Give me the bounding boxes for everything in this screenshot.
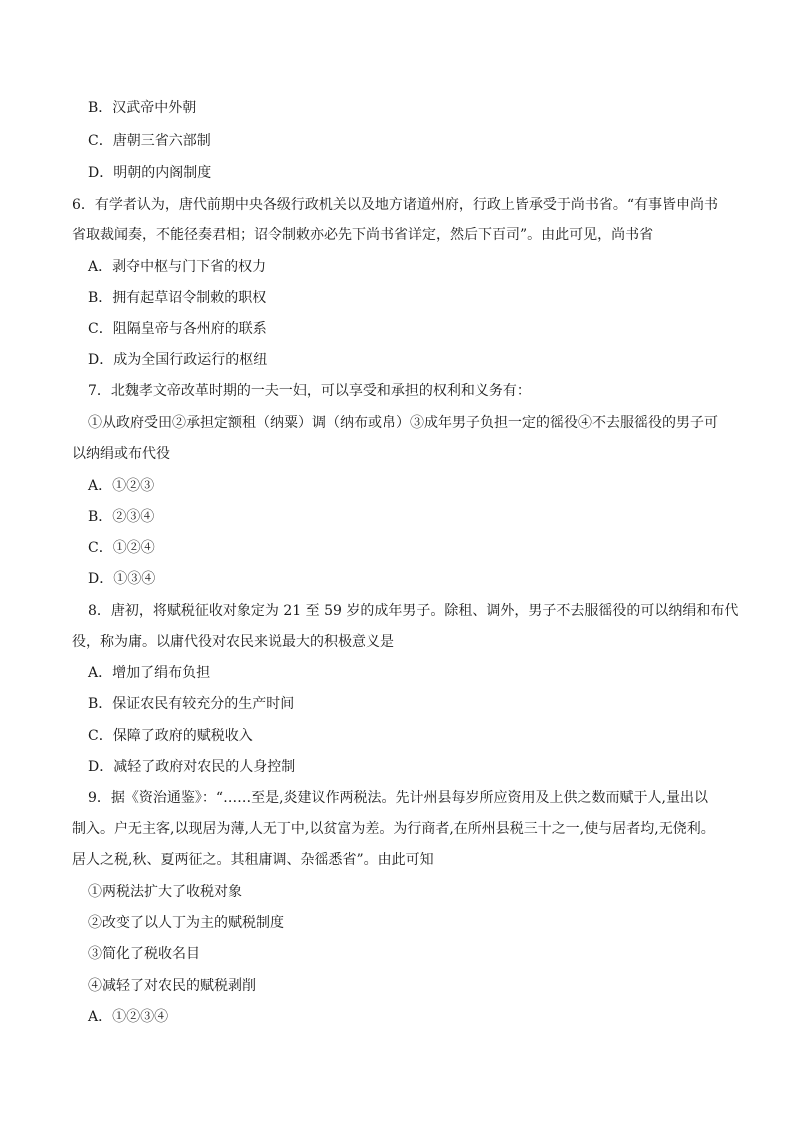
q8-stem-line-2: 役，称为庸。以庸代役对农民来说最大的积极意义是 bbox=[72, 634, 394, 650]
q8-stem-line-1: 8．唐初，将赋税征收对象定为 21 至 59 岁的成年男子。除租、调外，男子不去服徭役的可以纳绢和布代 bbox=[88, 603, 739, 619]
q6-stem-line-2: 省取裁闻奏，不能径奏君相；诏令制敕亦必先下尚书省详定，然后下百司”。由此可见，尚书省 bbox=[72, 227, 654, 243]
q7-option-b: B．②③④ bbox=[88, 509, 155, 525]
q7-option-a: A．①②③ bbox=[88, 478, 155, 494]
q9-item-3: ③简化了税收名目 bbox=[88, 946, 200, 962]
q7-option-d: D．①③④ bbox=[88, 571, 156, 587]
q9-stem-line-3: 居人之税,秋、夏两征之。其租庸调、杂徭悉省”。由此可知 bbox=[72, 852, 434, 868]
q8-option-c: C．保障了政府的赋税收入 bbox=[88, 728, 253, 744]
q5-option-d: D．明朝的内阁制度 bbox=[88, 165, 212, 181]
q7-items-line-2: 以纳绢或布代役 bbox=[72, 446, 170, 462]
q7-items-line-1: ①从政府受田②承担定额租（纳粟）调（纳布或帛）③成年男子负担一定的徭役④不去服徭役的男子可 bbox=[88, 415, 718, 431]
q9-option-a: A．①②③④ bbox=[88, 1009, 169, 1025]
q8-option-a: A．增加了绢布负担 bbox=[88, 665, 211, 681]
q9-item-1: ①两税法扩大了收税对象 bbox=[88, 884, 242, 900]
q7-stem: 7．北魏孝文帝改革时期的一夫一妇，可以享受和承担的权利和义务有： bbox=[88, 383, 531, 399]
q8-option-b: B．保证农民有较充分的生产时间 bbox=[88, 696, 295, 712]
q8-option-d: D．减轻了政府对农民的人身控制 bbox=[88, 759, 296, 775]
q6-option-d: D．成为全国行政运行的枢纽 bbox=[88, 352, 268, 368]
q9-item-4: ④减轻了对农民的赋税剥削 bbox=[88, 978, 256, 994]
q5-option-b: B．汉武帝中外朝 bbox=[88, 100, 197, 116]
q9-stem-line-2: 制入。户无主客,以现居为薄,人无丁中,以贫富为差。为行商者,在所州县税三十之一,使与居者均,无侥利。 bbox=[72, 821, 715, 837]
q5-option-c: C．唐朝三省六部制 bbox=[88, 133, 211, 149]
q9-item-2: ②改变了以人丁为主的赋税制度 bbox=[88, 915, 284, 931]
q6-option-a: A．剥夺中枢与门下省的权力 bbox=[88, 259, 267, 275]
q9-stem-line-1: 9．据《资治通鉴》：“……至是,炎建议作两税法。先计州县每岁所应资用及上供之数而赋于人,量出以 bbox=[88, 790, 708, 806]
q6-option-b: B．拥有起草诏令制敕的职权 bbox=[88, 290, 267, 306]
q6-option-c: C．阻隔皇帝与各州府的联系 bbox=[88, 321, 267, 337]
q7-option-c: C．①②④ bbox=[88, 540, 155, 556]
q6-stem-line-1: 6．有学者认为，唐代前期中央各级行政机关以及地方诸道州府，行政上皆承受于尚书省。“有事皆申尚书 bbox=[72, 197, 719, 213]
